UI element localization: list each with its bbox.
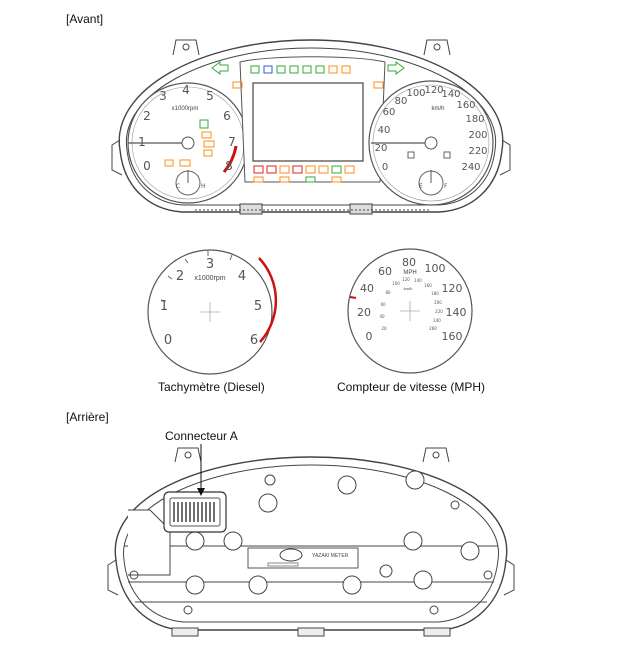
temp-cold-mark: C	[176, 183, 181, 190]
mph-number: 80	[402, 256, 416, 269]
speed-number: 0	[381, 162, 389, 173]
tach-number: 2	[143, 109, 151, 123]
front-section-label: [Avant]	[66, 12, 104, 26]
bulb-socket	[343, 576, 361, 594]
speedometer-caption: Compteur de vitesse (MPH)	[337, 380, 486, 394]
kmh-inner-number: 240	[433, 318, 441, 323]
kmh-inner-unit: km/h	[403, 286, 413, 291]
diesel-tach-number: 0	[163, 333, 173, 348]
mph-unit: MPH	[403, 270, 417, 276]
bulb-socket	[186, 576, 204, 594]
speed-number: 200	[468, 130, 488, 141]
tach-number: 4	[182, 83, 190, 97]
kmh-inner-number: 200	[434, 300, 442, 305]
bulb-socket	[224, 532, 242, 550]
diesel-tachometer	[148, 250, 276, 374]
brand-text: YAZAKI METER	[312, 553, 349, 559]
kmh-inner-number: 40	[379, 314, 385, 319]
rear-cluster	[108, 448, 514, 636]
mph-number: 160	[441, 330, 463, 343]
turn-left-icon	[212, 62, 228, 74]
lcd-screen	[253, 83, 363, 161]
diesel-tach-unit: x1000rpm	[194, 275, 226, 282]
mph-number: 0	[365, 330, 373, 343]
bulb-socket	[404, 532, 422, 550]
kmh-inner-number: 180	[431, 291, 439, 296]
fuel-empty-mark: E	[419, 183, 423, 190]
kmh-inner-number: 140	[414, 278, 422, 283]
speed-number: 60	[382, 107, 396, 118]
tachometer-caption: Tachymètre (Diesel)	[158, 380, 265, 394]
diesel-tach-number: 1	[159, 299, 169, 314]
bulb-socket	[461, 542, 479, 560]
mph-number: 120	[441, 282, 463, 295]
connector-a	[164, 444, 226, 532]
diesel-tach-number: 4	[237, 269, 247, 284]
speed-number: 140	[441, 89, 461, 100]
diesel-tach-number: 3	[205, 257, 215, 272]
speed-number: 40	[377, 125, 391, 136]
speed-number: 220	[468, 146, 488, 157]
speed-unit: km/h	[431, 106, 445, 112]
bulb-socket	[414, 571, 432, 589]
brand-plate	[248, 548, 358, 568]
rear-socket-holes	[186, 471, 479, 594]
bulb-socket	[259, 494, 277, 512]
diesel-tach-number: 6	[249, 333, 259, 348]
front-speedometer	[369, 81, 493, 205]
kmh-inner-number: 100	[392, 281, 400, 286]
turn-right-icon	[388, 62, 404, 74]
speed-number: 240	[461, 162, 481, 173]
bulb-socket	[338, 476, 356, 494]
tach-number: 5	[206, 89, 214, 103]
speed-number: 160	[456, 100, 476, 111]
fuel-full-mark: F	[444, 183, 448, 190]
tach-number: 3	[159, 89, 167, 103]
bulb-socket	[249, 576, 267, 594]
mph-number: 100	[424, 262, 446, 275]
mph-number: 140	[445, 306, 467, 319]
mph-number: 40	[360, 282, 374, 295]
speed-number: 120	[424, 85, 444, 96]
bulb-socket	[406, 471, 424, 489]
speed-hub	[425, 137, 437, 149]
kmh-inner-number: 80	[385, 290, 391, 295]
diesel-tach-number: 5	[253, 299, 263, 314]
speed-number: 100	[406, 88, 426, 99]
mph-number: 60	[378, 265, 392, 278]
tach-number: 6	[223, 109, 231, 123]
tach-hub	[182, 137, 194, 149]
rear-section-label: [Arrière]	[66, 410, 109, 424]
kmh-inner-number: 160	[424, 283, 432, 288]
diesel-tach-number: 2	[175, 269, 185, 284]
speed-number: 20	[374, 143, 388, 154]
tach-number: 1	[138, 135, 146, 149]
kmh-inner-number: 20	[381, 326, 387, 331]
bulb-socket	[380, 565, 392, 577]
kmh-inner-number: 60	[380, 302, 386, 307]
mph-speedometer	[348, 249, 472, 373]
mph-number: 20	[357, 306, 371, 319]
speed-number: 180	[465, 114, 485, 125]
temp-hot-mark: H	[201, 183, 206, 190]
tach-number: 8	[225, 159, 233, 173]
tach-number: 7	[228, 135, 236, 149]
kmh-inner-number: 260	[429, 326, 437, 331]
connector-a-label: Connecteur A	[165, 429, 238, 443]
kmh-inner-number: 220	[435, 309, 443, 314]
front-tachometer	[128, 83, 248, 203]
speed-number: 80	[394, 96, 408, 107]
kmh-inner-number: 120	[402, 277, 410, 282]
tach-number: 0	[143, 159, 151, 173]
bulb-socket	[186, 532, 204, 550]
tach-unit: x1000rpm	[171, 106, 199, 112]
